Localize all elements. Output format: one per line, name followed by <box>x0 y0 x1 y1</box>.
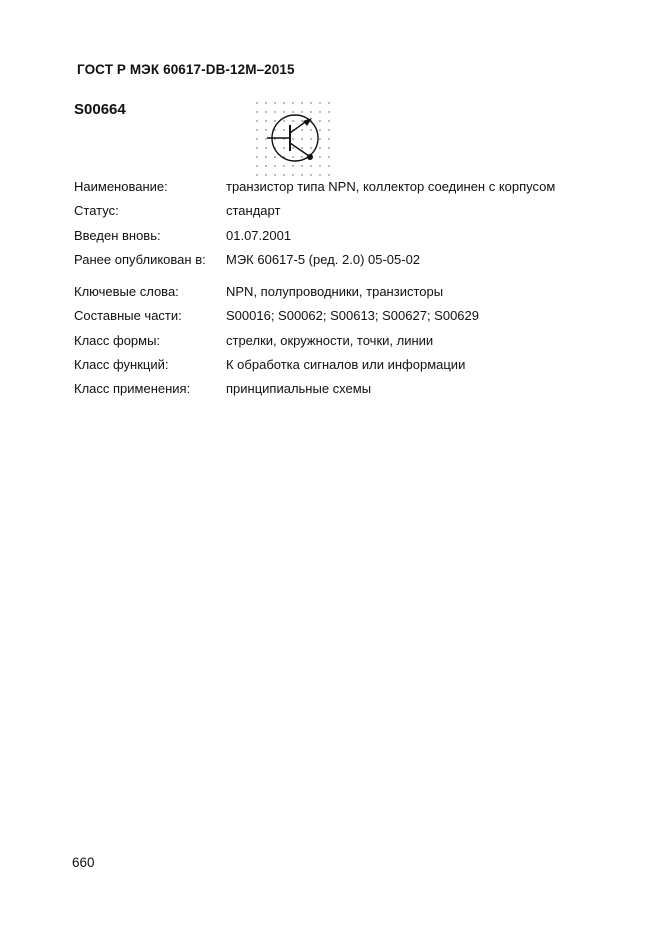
grid-dot <box>319 174 320 175</box>
grid-dot <box>319 102 320 103</box>
grid-dot <box>274 174 275 175</box>
grid-dot <box>265 138 266 139</box>
grid-dot <box>274 156 275 157</box>
attribute-value: 01.07.2001 <box>226 227 292 243</box>
grid-dot <box>256 138 257 139</box>
grid-dot <box>283 147 284 148</box>
grid-dot <box>283 129 284 130</box>
grid-dot <box>328 111 329 112</box>
attribute-label: Класс функций: <box>74 357 169 373</box>
grid-dot <box>310 147 311 148</box>
symbol-code: S00664 <box>74 101 126 118</box>
attribute-label: Введен вновь: <box>74 227 161 243</box>
grid-dot <box>301 111 302 112</box>
grid-dot <box>301 165 302 166</box>
grid-dot <box>319 120 320 121</box>
grid-dot <box>310 174 311 175</box>
grid-dot <box>301 129 302 130</box>
grid-dot <box>292 120 293 121</box>
grid-dot <box>319 111 320 112</box>
attribute-value: МЭК 60617-5 (ред. 2.0) 05-05-02 <box>226 251 421 267</box>
grid-dot <box>256 165 257 166</box>
attribute-label: Наименование: <box>74 179 168 194</box>
grid-dot <box>310 102 311 103</box>
attribute-row-published <box>74 252 634 276</box>
grid-dot <box>328 129 329 130</box>
grid-dot <box>328 174 329 175</box>
attribute-row-status <box>74 203 634 227</box>
grid-dot <box>265 111 266 112</box>
grid-dot <box>283 102 284 103</box>
grid-dot <box>283 111 284 112</box>
grid-dot <box>283 120 284 121</box>
grid-dot <box>292 102 293 103</box>
section-gap <box>74 276 634 284</box>
grid-dot <box>301 156 302 157</box>
grid-dot <box>292 156 293 157</box>
grid-dot <box>319 147 320 148</box>
grid-dot <box>328 147 329 148</box>
grid-dot <box>265 147 266 148</box>
attribute-label: Класс применения: <box>74 381 191 397</box>
grid-dot <box>265 120 266 121</box>
grid-dot <box>310 138 311 139</box>
grid-dot <box>301 147 302 148</box>
attribute-value: NPN, полупроводники, транзисторы <box>226 284 444 300</box>
grid-dot <box>292 111 293 112</box>
grid-dot <box>328 165 329 166</box>
grid-dot <box>256 111 257 112</box>
grid-dot <box>292 165 293 166</box>
grid-dot <box>256 102 257 103</box>
grid-dot <box>283 174 284 175</box>
grid-dot <box>283 165 284 166</box>
grid-dot <box>319 165 320 166</box>
grid-dot <box>301 120 302 121</box>
grid-dot <box>274 111 275 112</box>
grid-dot <box>292 174 293 175</box>
grid-dot <box>265 165 266 166</box>
grid-dot <box>310 165 311 166</box>
attribute-value: стандарт <box>226 203 281 219</box>
attribute-value: транзистор типа NPN, коллектор соединен с корпусом <box>226 179 556 194</box>
grid-dot <box>256 147 257 148</box>
grid-dot <box>265 102 266 103</box>
attribute-row-introduced <box>74 228 634 252</box>
grid-dot <box>274 165 275 166</box>
grid-dot <box>265 156 266 157</box>
attribute-label: Составные части: <box>74 308 182 324</box>
grid-dot <box>265 129 266 130</box>
document-header: ГОСТ Р МЭК 60617-DB-12M–2015 <box>77 62 295 77</box>
grid-dot <box>328 120 329 121</box>
grid-dot <box>292 147 293 148</box>
grid-dot <box>310 129 311 130</box>
grid-dot <box>256 120 257 121</box>
grid-dot <box>274 102 275 103</box>
attribute-value: стрелки, окружности, точки, линии <box>226 332 434 348</box>
grid-dot <box>274 120 275 121</box>
attribute-value: К обработка сигналов или информации <box>226 357 466 373</box>
page-number: 660 <box>72 855 95 870</box>
grid-dot <box>301 102 302 103</box>
grid-dot <box>310 111 311 112</box>
grid-dot <box>265 174 266 175</box>
grid-dot <box>319 129 320 130</box>
attribute-row-shape-class <box>74 333 634 357</box>
attribute-label: Класс формы: <box>74 332 161 348</box>
grid-dot <box>319 156 320 157</box>
npn-transistor-symbol-icon <box>254 100 332 176</box>
grid-dot <box>256 156 257 157</box>
attribute-row-function-class <box>74 357 634 381</box>
grid-dot <box>319 138 320 139</box>
attribute-label: Ранее опубликован в: <box>74 251 206 267</box>
grid-dot <box>328 156 329 157</box>
attribute-row-components <box>74 308 634 332</box>
grid-dot <box>256 129 257 130</box>
attribute-label: Статус: <box>74 203 119 219</box>
grid-dot <box>328 102 329 103</box>
grid-dot <box>328 138 329 139</box>
grid-dot <box>292 138 293 139</box>
grid-dot <box>301 174 302 175</box>
attribute-row-name <box>74 179 634 203</box>
attribute-value: S00016; S00062; S00613; S00627; S00629 <box>226 308 479 324</box>
attribute-row-keywords <box>74 284 634 308</box>
attribute-label: Ключевые слова: <box>74 284 179 300</box>
grid-dot <box>274 129 275 130</box>
attribute-row-application-class <box>74 381 634 405</box>
grid-dot <box>301 138 302 139</box>
symbol-attributes <box>74 179 634 406</box>
attribute-value: принципиальные схемы <box>226 381 372 397</box>
grid-dot <box>256 174 257 175</box>
